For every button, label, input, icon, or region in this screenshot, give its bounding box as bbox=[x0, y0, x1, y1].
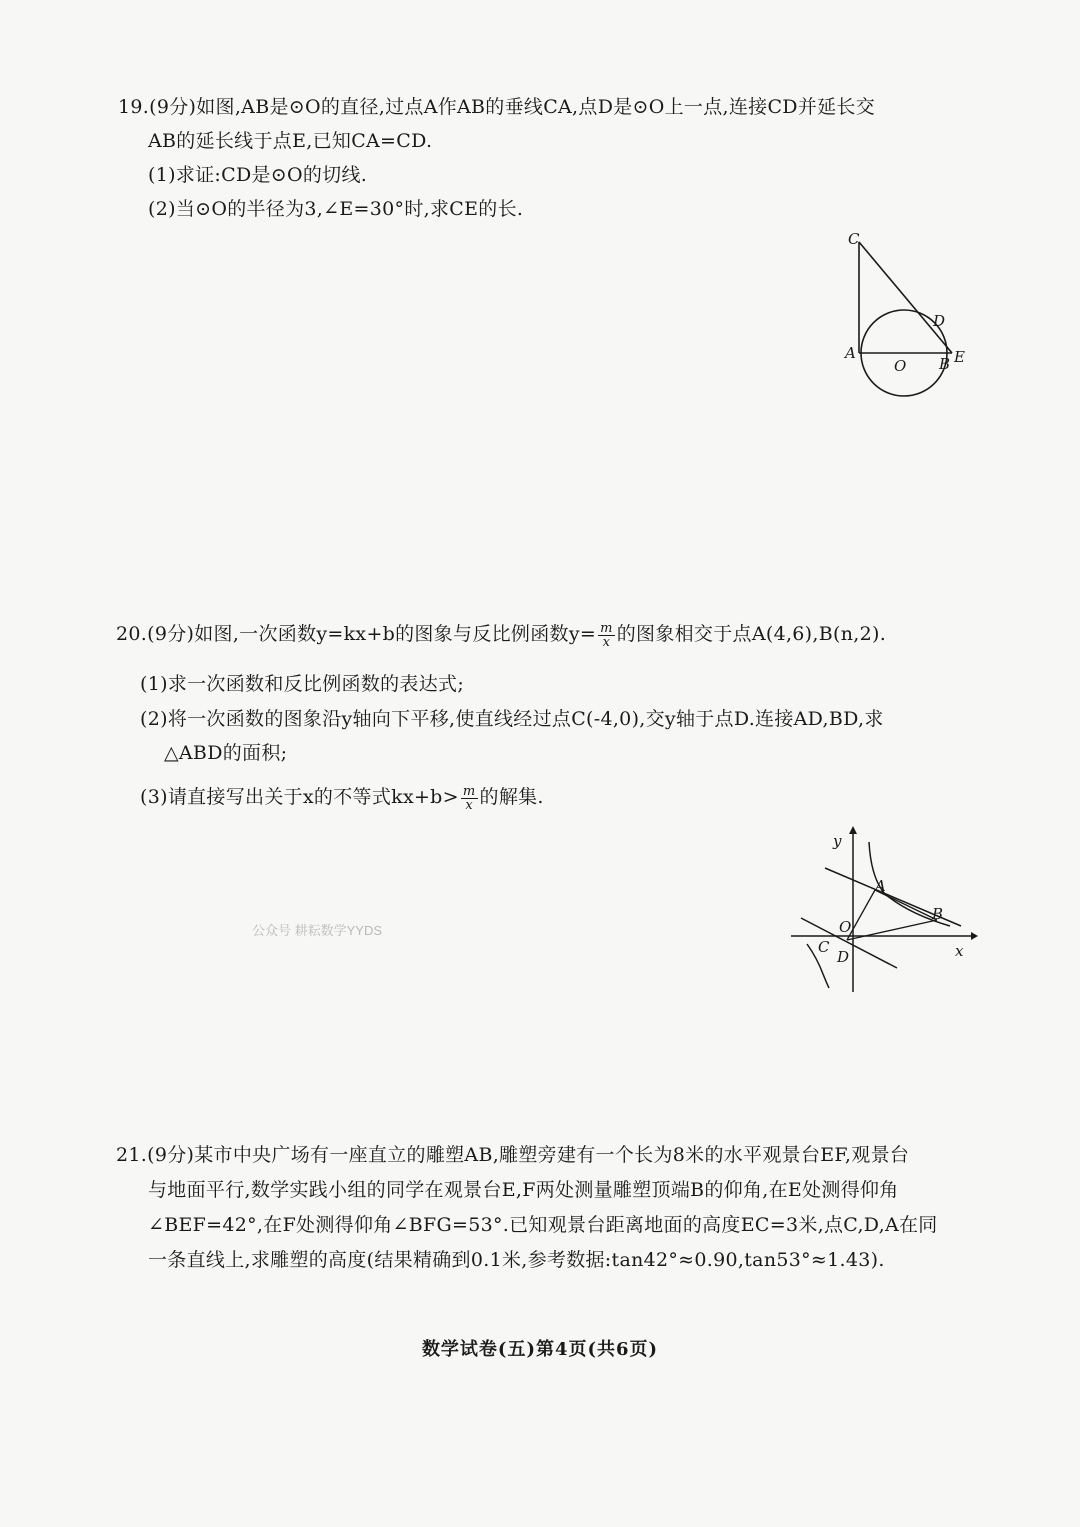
q20-label-y: y bbox=[833, 832, 842, 850]
q20-frac-num: m bbox=[600, 620, 613, 636]
q21-line2: 与地面平行,数学实践小组的同学在观景台E,F两处测量雕塑顶端B的仰角,在E处测得仰角 bbox=[148, 1179, 899, 1201]
q20-label-d: D bbox=[837, 948, 850, 966]
watermark: 公众号 耕耘数学YYDS bbox=[252, 923, 383, 938]
q20-label-c: C bbox=[818, 938, 830, 956]
q19-label-o: O bbox=[894, 357, 907, 375]
q20-part3-fraction bbox=[461, 785, 478, 812]
q19-label-c: C bbox=[848, 230, 860, 248]
q20-label-b: B bbox=[932, 905, 944, 923]
q20-label-x: x bbox=[955, 942, 964, 960]
q20-label-o: O bbox=[839, 918, 852, 936]
q20-part2-line2: △ABD的面积; bbox=[164, 742, 288, 764]
q20-part3 bbox=[140, 782, 544, 812]
q19-label-a: A bbox=[845, 344, 856, 362]
q19-stem-line1: 19.(9分)如图,AB是⊙O的直径,过点A作AB的垂线CA,点D是⊙O上一点,连接CD并延长交 bbox=[118, 96, 876, 118]
q20-seg-bd bbox=[847, 920, 937, 940]
q19-line-ce bbox=[859, 242, 952, 353]
q20-frac-den: x bbox=[602, 634, 611, 650]
q21-line3: ∠BEF=42°,在F处测得仰角∠BFG=53°.已知观景台距离地面的高度EC=3米,点C,D,A在同 bbox=[148, 1214, 938, 1236]
q20-part2-line1: (2)将一次函数的图象沿y轴向下平移,使直线经过点C(-4,0),交y轴于点D.连接AD,BD,求 bbox=[140, 708, 884, 730]
q20-part3-frac-num: m bbox=[462, 783, 476, 799]
q19-figure bbox=[830, 222, 980, 402]
q20-stem bbox=[116, 619, 886, 649]
q20-label-a: A bbox=[875, 877, 886, 895]
q19-label-b: B bbox=[939, 355, 951, 373]
q20-figure bbox=[785, 822, 980, 997]
q20-y-arrow bbox=[849, 826, 857, 834]
q20-stem-a: 20.(9分)如图,一次函数y=kx+b的图象与反比例函数y= bbox=[116, 623, 597, 645]
q20-fraction-m-over-x bbox=[598, 622, 615, 649]
q20-part3-a: (3)请直接写出关于x的不等式kx+b> bbox=[140, 786, 459, 808]
q20-stem-b: 的图象相交于点A(4,6),B(n,2). bbox=[616, 623, 887, 645]
q19-part2: (2)当⊙O的半径为3,∠E=30°时,求CE的长. bbox=[148, 198, 524, 220]
q20-part1: (1)求一次函数和反比例函数的表达式; bbox=[140, 673, 465, 695]
q19-part1: (1)求证:CD是⊙O的切线. bbox=[148, 164, 368, 186]
q20-part3-frac-den: x bbox=[465, 797, 474, 813]
q19-label-d: D bbox=[933, 312, 946, 330]
q20-part3-b: 的解集. bbox=[479, 786, 544, 808]
q19-stem-line2: AB的延长线于点E,已知CA=CD. bbox=[148, 130, 433, 152]
q21-line1: 21.(9分)某市中央广场有一座直立的雕塑AB,雕塑旁建有一个长为8米的水平观景台EF,观景台 bbox=[116, 1144, 910, 1166]
q19-label-e: E bbox=[954, 348, 965, 366]
q20-x-arrow bbox=[971, 932, 978, 940]
q21-line4: 一条直线上,求雕塑的高度(结果精确到0.1米,参考数据:tan42°≈0.90,tan53°≈1.43). bbox=[148, 1249, 885, 1271]
page-footer: 数学试卷(五)第4页(共6页) bbox=[421, 1339, 659, 1360]
